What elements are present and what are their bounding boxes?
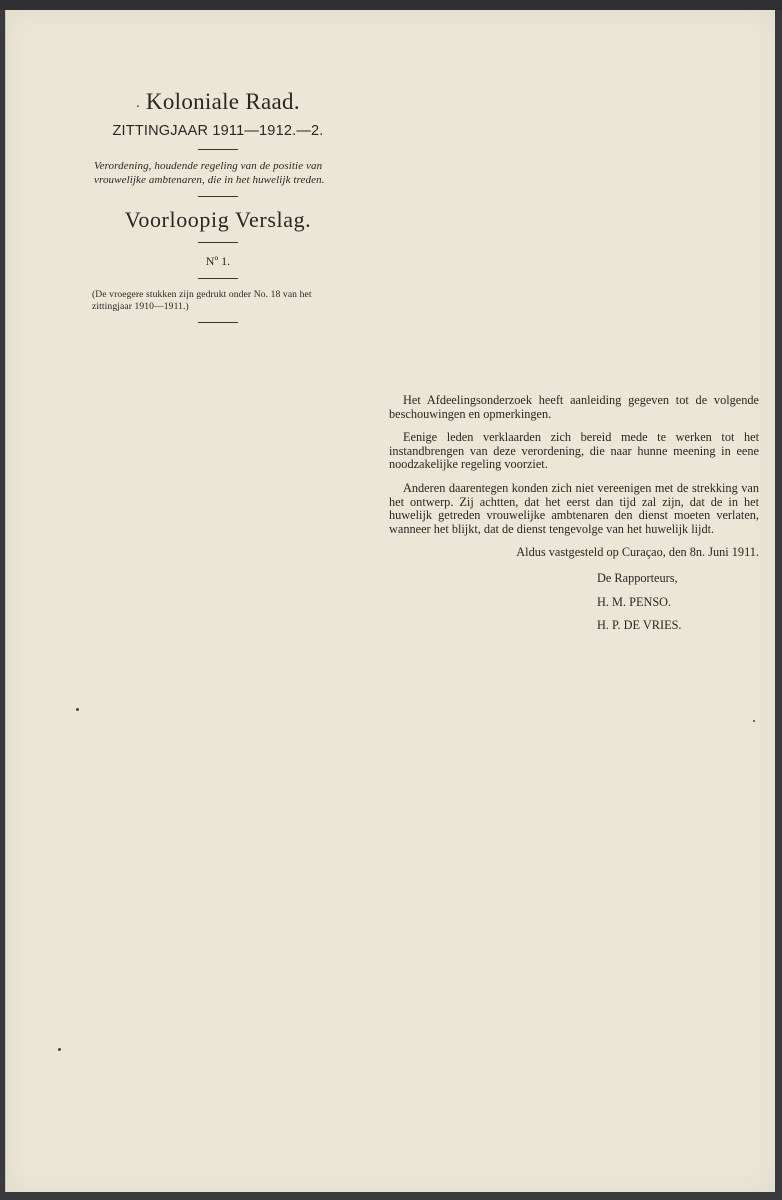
divider-rule [198,322,238,323]
body-paragraph: Eenige leden verklaarden zich bereid mede te werken tot het instandbrengen van deze verordening, die naar hunne meening in eene noodzakelijke regeling voorziet. [389,430,759,472]
title-bullet: . [136,96,140,111]
ordinance-subject: Verordening, houdende regeling van de positie van vrouwelijke ambtenaren, die in het huwelijk treden. [94,160,325,186]
divider-rule [198,242,238,243]
divider-rule [198,149,238,150]
document-number: Nº 1. [205,254,231,268]
session-year: ZITTINGJAAR 1911—1912.—2. [112,123,324,139]
paper-speck [76,708,79,711]
rapporteurs-heading: De Rapporteurs, [597,570,678,585]
closing-line: Aldus vastgesteld op Curaçao, den 8n. Juni 1911. [516,545,759,560]
previous-documents-note: (De vroegere stukken zijn gedrukt onder No. 18 van het zittingjaar 1910—1911.) [92,289,312,312]
body-paragraph: Het Afdeelingsonderzoek heeft aanleiding gegeven tot de volgende beschouwingen en opmerkingen. [389,393,759,421]
body-paragraph: Anderen daarentegen konden zich niet vereenigen met de strekking van het ontwerp. Zij achtten, dat het eerst dan tijd zal zijn, dat de in het huwelijk getreden vrouwelijke ambtenaren den dienst moeten verlaten, wanneer het blijkt, dat de dienst tengevolge van het huwelijk lijdt. [389,480,759,536]
paper-speck [753,720,755,722]
header-column [84,88,352,333]
council-title-text: Koloniale Raad. [145,89,300,114]
scan-border [0,0,782,10]
report-title: Voorloopig Verslag. [124,207,312,232]
document-page [5,10,775,1192]
signatory-name: H. P. DE VRIES. [597,618,682,633]
report-body [389,394,759,643]
paper-speck [58,1048,61,1051]
divider-rule [198,196,238,197]
divider-rule [198,278,238,279]
signatory-name: H. M. PENSO. [597,594,672,609]
council-title [84,88,352,120]
